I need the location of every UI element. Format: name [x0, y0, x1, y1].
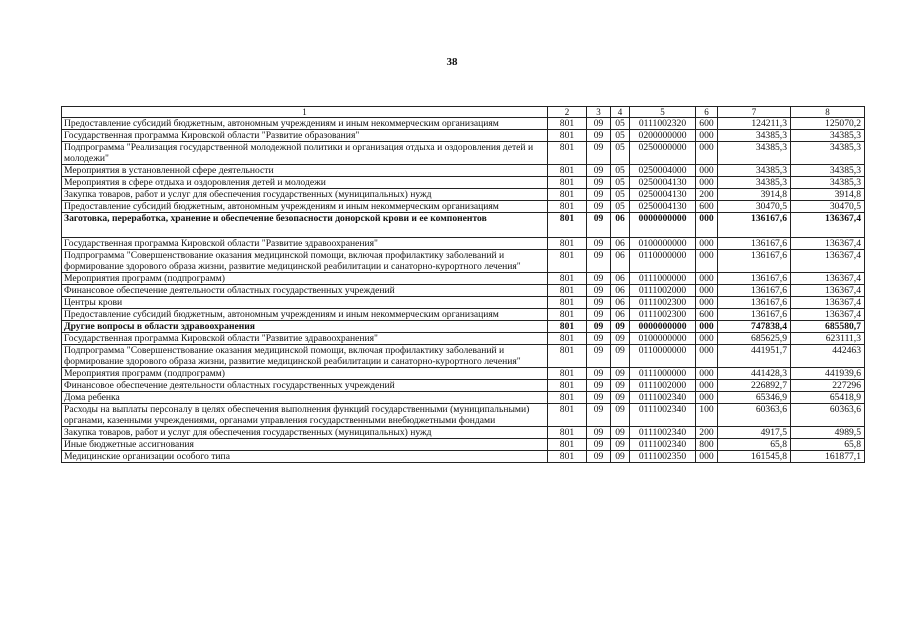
row-subsection-cell: 09 [611, 404, 630, 427]
table-row [62, 451, 865, 463]
row-target-article-cell: 0110000000 [630, 250, 696, 273]
row-name-cell: Подпрограмма "Реализация государственной молодежной политики и организация отдыха и оздоровления детей и молодежи" [62, 142, 548, 165]
row-name-cell: Государственная программа Кировской области "Развитие образования" [62, 130, 548, 142]
row-section-cell: 09 [587, 285, 611, 297]
header-cell-4: 4 [611, 107, 630, 118]
row-code-cell: 801 [548, 439, 587, 451]
row-amount-year2-cell: 136367,4 [791, 213, 865, 238]
row-name-cell: Государственная программа Кировской области "Развитие здравоохранения" [62, 333, 548, 345]
table-row [62, 130, 865, 142]
row-subsection-cell: 06 [611, 238, 630, 250]
row-code-cell: 801 [548, 238, 587, 250]
row-expense-type-cell: 000 [696, 273, 718, 285]
row-expense-type-cell: 000 [696, 250, 718, 273]
row-code-cell: 801 [548, 285, 587, 297]
row-amount-year1-cell: 226892,7 [718, 380, 791, 392]
row-amount-year1-cell: 60363,6 [718, 404, 791, 427]
row-target-article-cell: 0250004130 [630, 177, 696, 189]
table-row [62, 142, 865, 165]
table-row [62, 201, 865, 213]
row-expense-type-cell: 000 [696, 165, 718, 177]
row-target-article-cell: 0111002350 [630, 451, 696, 463]
row-target-article-cell: 0250004130 [630, 189, 696, 201]
row-amount-year1-cell: 685625,9 [718, 333, 791, 345]
row-name-cell: Центры крови [62, 297, 548, 309]
row-amount-year2-cell: 685580,7 [791, 321, 865, 333]
row-name-cell: Предоставление субсидий бюджетным, автономным учреждениям и иным некоммерческим организациям [62, 309, 548, 321]
row-subsection-cell: 06 [611, 285, 630, 297]
row-amount-year1-cell: 136167,6 [718, 309, 791, 321]
row-amount-year2-cell: 136367,4 [791, 285, 865, 297]
budget-table [61, 106, 865, 463]
row-section-cell: 09 [587, 177, 611, 189]
row-target-article-cell: 0000000000 [630, 213, 696, 238]
row-amount-year1-cell: 136167,6 [718, 238, 791, 250]
row-amount-year1-cell: 136167,6 [718, 285, 791, 297]
row-expense-type-cell: 000 [696, 321, 718, 333]
row-expense-type-cell: 000 [696, 451, 718, 463]
header-cell-8: 8 [791, 107, 865, 118]
row-amount-year2-cell: 3914,8 [791, 189, 865, 201]
row-expense-type-cell: 800 [696, 439, 718, 451]
table-row [62, 380, 865, 392]
table-row [62, 404, 865, 427]
row-section-cell: 09 [587, 189, 611, 201]
page-number: 38 [446, 56, 458, 68]
row-target-article-cell: 0250004000 [630, 165, 696, 177]
row-name-cell: Предоставление субсидий бюджетным, автономным учреждениям и иным некоммерческим организациям [62, 118, 548, 130]
row-section-cell: 09 [587, 333, 611, 345]
row-amount-year1-cell: 4917,5 [718, 427, 791, 439]
table-header-row [62, 107, 865, 118]
row-amount-year2-cell: 441939,6 [791, 368, 865, 380]
row-amount-year2-cell: 4989,5 [791, 427, 865, 439]
table-row [62, 368, 865, 380]
row-code-cell: 801 [548, 165, 587, 177]
row-target-article-cell: 0250004130 [630, 201, 696, 213]
row-section-cell: 09 [587, 201, 611, 213]
row-amount-year2-cell: 34385,3 [791, 130, 865, 142]
row-amount-year1-cell: 30470,5 [718, 201, 791, 213]
row-section-cell: 09 [587, 250, 611, 273]
row-section-cell: 09 [587, 297, 611, 309]
row-section-cell: 09 [587, 439, 611, 451]
row-name-cell: Подпрограмма "Совершенствование оказания медицинской помощи, включая профилактику заболеваний и формирование здорового образа жизни, развитие медицинской реабилитации и санаторно-курортного лечения" [62, 345, 548, 368]
row-expense-type-cell: 600 [696, 201, 718, 213]
row-code-cell: 801 [548, 189, 587, 201]
row-subsection-cell: 06 [611, 213, 630, 238]
row-expense-type-cell: 000 [696, 297, 718, 309]
row-expense-type-cell: 000 [696, 142, 718, 165]
row-target-article-cell: 0111000000 [630, 273, 696, 285]
table-row [62, 439, 865, 451]
table-row [62, 273, 865, 285]
row-subsection-cell: 09 [611, 321, 630, 333]
row-subsection-cell: 05 [611, 118, 630, 130]
row-code-cell: 801 [548, 345, 587, 368]
row-amount-year1-cell: 747838,4 [718, 321, 791, 333]
row-section-cell: 09 [587, 451, 611, 463]
row-target-article-cell: 0111002340 [630, 392, 696, 404]
row-target-article-cell: 0111002340 [630, 439, 696, 451]
row-expense-type-cell: 000 [696, 238, 718, 250]
row-target-article-cell: 0111002300 [630, 297, 696, 309]
row-subsection-cell: 09 [611, 392, 630, 404]
table-row [62, 427, 865, 439]
row-code-cell: 801 [548, 321, 587, 333]
table-row [62, 250, 865, 273]
row-amount-year2-cell: 125070,2 [791, 118, 865, 130]
table-row [62, 297, 865, 309]
row-name-cell: Мероприятия в установленной сфере деятельности [62, 165, 548, 177]
row-expense-type-cell: 200 [696, 189, 718, 201]
row-section-cell: 09 [587, 404, 611, 427]
row-amount-year1-cell: 136167,6 [718, 273, 791, 285]
row-target-article-cell: 0250000000 [630, 142, 696, 165]
row-expense-type-cell: 000 [696, 392, 718, 404]
row-amount-year1-cell: 34385,3 [718, 142, 791, 165]
row-code-cell: 801 [548, 404, 587, 427]
row-target-article-cell: 0111002000 [630, 380, 696, 392]
row-name-cell: Государственная программа Кировской области "Развитие здравоохранения" [62, 238, 548, 250]
row-target-article-cell: 0111002000 [630, 285, 696, 297]
row-amount-year1-cell: 136167,6 [718, 250, 791, 273]
row-name-cell: Медицинские организации особого типа [62, 451, 548, 463]
row-section-cell: 09 [587, 165, 611, 177]
row-name-cell: Закупка товаров, работ и услуг для обеспечения государственных (муниципальных) нужд [62, 189, 548, 201]
row-code-cell: 801 [548, 130, 587, 142]
row-name-cell: Дома ребенка [62, 392, 548, 404]
row-code-cell: 801 [548, 142, 587, 165]
row-amount-year1-cell: 65346,9 [718, 392, 791, 404]
row-name-cell: Иные бюджетные ассигнования [62, 439, 548, 451]
row-expense-type-cell: 000 [696, 380, 718, 392]
header-cell-5: 5 [630, 107, 696, 118]
table-row [62, 213, 865, 238]
row-target-article-cell: 0111002340 [630, 427, 696, 439]
header-cell-2: 2 [548, 107, 587, 118]
row-name-cell: Финансовое обеспечение деятельности областных государственных учреждений [62, 285, 548, 297]
row-amount-year2-cell: 227296 [791, 380, 865, 392]
table-row [62, 177, 865, 189]
row-amount-year1-cell: 34385,3 [718, 130, 791, 142]
row-code-cell: 801 [548, 427, 587, 439]
table-row [62, 118, 865, 130]
row-subsection-cell: 05 [611, 201, 630, 213]
row-target-article-cell: 0000000000 [630, 321, 696, 333]
row-amount-year1-cell: 136167,6 [718, 297, 791, 309]
row-amount-year2-cell: 136367,4 [791, 273, 865, 285]
row-amount-year2-cell: 623111,3 [791, 333, 865, 345]
row-name-cell: Закупка товаров, работ и услуг для обеспечения государственных (муниципальных) нужд [62, 427, 548, 439]
row-subsection-cell: 09 [611, 380, 630, 392]
row-amount-year2-cell: 65418,9 [791, 392, 865, 404]
row-code-cell: 801 [548, 118, 587, 130]
row-section-cell: 09 [587, 321, 611, 333]
row-amount-year2-cell: 442463 [791, 345, 865, 368]
row-subsection-cell: 09 [611, 439, 630, 451]
row-subsection-cell: 05 [611, 189, 630, 201]
row-subsection-cell: 09 [611, 345, 630, 368]
row-target-article-cell: 0100000000 [630, 238, 696, 250]
row-amount-year1-cell: 65,8 [718, 439, 791, 451]
row-section-cell: 09 [587, 238, 611, 250]
row-code-cell: 801 [548, 250, 587, 273]
row-amount-year1-cell: 441951,7 [718, 345, 791, 368]
row-section-cell: 09 [587, 118, 611, 130]
row-amount-year2-cell: 161877,1 [791, 451, 865, 463]
header-cell-3: 3 [587, 107, 611, 118]
table-row [62, 392, 865, 404]
row-amount-year1-cell: 441428,3 [718, 368, 791, 380]
row-code-cell: 801 [548, 273, 587, 285]
row-expense-type-cell: 600 [696, 309, 718, 321]
row-section-cell: 09 [587, 273, 611, 285]
row-code-cell: 801 [548, 309, 587, 321]
row-target-article-cell: 0110000000 [630, 345, 696, 368]
row-section-cell: 09 [587, 309, 611, 321]
table-body [62, 118, 865, 463]
row-expense-type-cell: 000 [696, 177, 718, 189]
row-name-cell: Расходы на выплаты персоналу в целях обеспечения выполнения функций государственными (муниципальными) органами, казенными учреждениями, органами управления государственными внебюджетными фондами [62, 404, 548, 427]
row-section-cell: 09 [587, 142, 611, 165]
row-section-cell: 09 [587, 213, 611, 238]
row-subsection-cell: 05 [611, 142, 630, 165]
row-subsection-cell: 09 [611, 368, 630, 380]
row-section-cell: 09 [587, 392, 611, 404]
table-row [62, 321, 865, 333]
row-code-cell: 801 [548, 368, 587, 380]
row-target-article-cell: 0111002300 [630, 309, 696, 321]
row-expense-type-cell: 600 [696, 118, 718, 130]
row-expense-type-cell: 000 [696, 333, 718, 345]
row-target-article-cell: 0200000000 [630, 130, 696, 142]
row-expense-type-cell: 000 [696, 368, 718, 380]
row-amount-year2-cell: 136367,4 [791, 238, 865, 250]
row-expense-type-cell: 000 [696, 130, 718, 142]
row-amount-year1-cell: 3914,8 [718, 189, 791, 201]
row-expense-type-cell: 100 [696, 404, 718, 427]
row-name-cell: Мероприятия в сфере отдыха и оздоровления детей и молодежи [62, 177, 548, 189]
row-name-cell: Другие вопросы в области здравоохранения [62, 321, 548, 333]
row-amount-year2-cell: 30470,5 [791, 201, 865, 213]
row-name-cell: Предоставление субсидий бюджетным, автономным учреждениям и иным некоммерческим организациям [62, 201, 548, 213]
row-subsection-cell: 06 [611, 273, 630, 285]
row-section-cell: 09 [587, 427, 611, 439]
row-name-cell: Мероприятия программ (подпрограмм) [62, 368, 548, 380]
row-subsection-cell: 05 [611, 165, 630, 177]
row-code-cell: 801 [548, 213, 587, 238]
row-target-article-cell: 0111002320 [630, 118, 696, 130]
row-section-cell: 09 [587, 380, 611, 392]
row-amount-year2-cell: 60363,6 [791, 404, 865, 427]
row-section-cell: 09 [587, 368, 611, 380]
row-amount-year2-cell: 34385,3 [791, 177, 865, 189]
row-target-article-cell: 0100000000 [630, 333, 696, 345]
row-expense-type-cell: 000 [696, 213, 718, 238]
row-subsection-cell: 09 [611, 451, 630, 463]
row-section-cell: 09 [587, 130, 611, 142]
row-subsection-cell: 06 [611, 250, 630, 273]
row-name-cell: Финансовое обеспечение деятельности областных государственных учреждений [62, 380, 548, 392]
table-row [62, 309, 865, 321]
row-amount-year2-cell: 136367,4 [791, 309, 865, 321]
table-row [62, 285, 865, 297]
table-row [62, 165, 865, 177]
row-name-cell: Мероприятия программ (подпрограмм) [62, 273, 548, 285]
row-code-cell: 801 [548, 451, 587, 463]
table-row [62, 238, 865, 250]
row-target-article-cell: 0111000000 [630, 368, 696, 380]
row-expense-type-cell: 000 [696, 345, 718, 368]
row-amount-year1-cell: 124211,3 [718, 118, 791, 130]
row-amount-year1-cell: 136167,6 [718, 213, 791, 238]
row-amount-year2-cell: 65,8 [791, 439, 865, 451]
table-row [62, 345, 865, 368]
row-amount-year1-cell: 161545,8 [718, 451, 791, 463]
row-subsection-cell: 09 [611, 427, 630, 439]
row-subsection-cell: 05 [611, 130, 630, 142]
row-code-cell: 801 [548, 333, 587, 345]
row-code-cell: 801 [548, 201, 587, 213]
row-expense-type-cell: 200 [696, 427, 718, 439]
row-amount-year1-cell: 34385,3 [718, 177, 791, 189]
header-cell-6: 6 [696, 107, 718, 118]
row-subsection-cell: 09 [611, 333, 630, 345]
row-amount-year2-cell: 34385,3 [791, 165, 865, 177]
row-code-cell: 801 [548, 297, 587, 309]
row-code-cell: 801 [548, 380, 587, 392]
header-cell-1: 1 [62, 107, 548, 118]
row-expense-type-cell: 000 [696, 285, 718, 297]
row-subsection-cell: 05 [611, 177, 630, 189]
row-subsection-cell: 06 [611, 297, 630, 309]
row-amount-year2-cell: 136367,4 [791, 297, 865, 309]
row-amount-year2-cell: 34385,3 [791, 142, 865, 165]
row-amount-year2-cell: 136367,4 [791, 250, 865, 273]
row-target-article-cell: 0111002340 [630, 404, 696, 427]
row-name-cell: Заготовка, переработка, хранение и обеспечение безопасности донорской крови и ее компонентов [62, 213, 548, 238]
row-subsection-cell: 06 [611, 309, 630, 321]
row-code-cell: 801 [548, 392, 587, 404]
table-row [62, 333, 865, 345]
table-row [62, 189, 865, 201]
header-cell-7: 7 [718, 107, 791, 118]
row-name-cell: Подпрограмма "Совершенствование оказания медицинской помощи, включая профилактику заболеваний и формирование здорового образа жизни, развитие медицинской реабилитации и санаторно-курортного лечения" [62, 250, 548, 273]
row-section-cell: 09 [587, 345, 611, 368]
row-amount-year1-cell: 34385,3 [718, 165, 791, 177]
row-code-cell: 801 [548, 177, 587, 189]
